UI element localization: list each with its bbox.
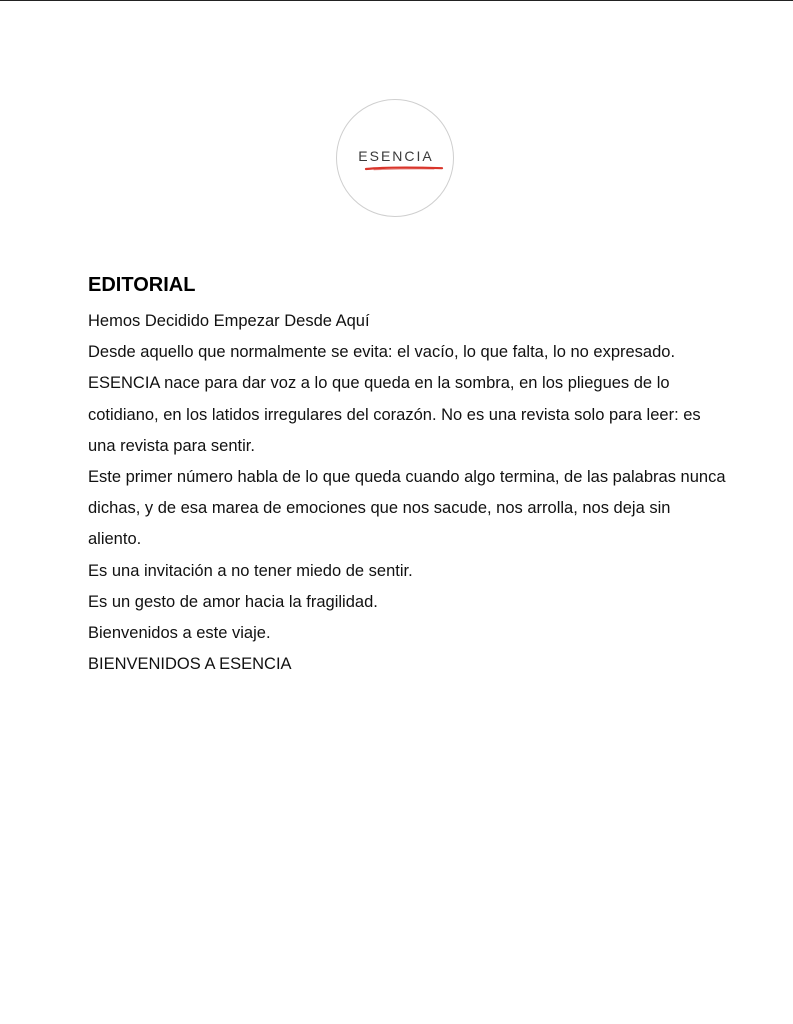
editorial-section <box>88 272 728 680</box>
editorial-paragraph: Este primer número habla de lo que queda cuando algo termina, de las palabras nunca dichas, y de esa marea de emociones que nos sacude, nos arrolla, nos deja sin aliento. <box>88 468 726 549</box>
esencia-logo <box>336 99 454 217</box>
editorial-heading: EDITORIAL <box>88 274 196 296</box>
editorial-closing: BIENVENIDOS A ESENCIA <box>88 655 292 674</box>
editorial-subtitle: Hemos Decidido Empezar Desde Aquí <box>88 312 370 330</box>
logo-brush-underline-icon <box>364 164 444 172</box>
editorial-paragraph: Es un gesto de amor hacia la fragilidad. <box>88 592 378 611</box>
editorial-paragraph: Bienvenidos a este viaje. <box>88 624 271 643</box>
editorial-paragraph: Desde aquello que normalmente se evita: el vacío, lo que falta, lo no expresado. <box>88 343 676 362</box>
editorial-paragraph: Es una invitación a no tener miedo de sentir. <box>88 561 413 580</box>
logo-text: ESENCIA <box>358 148 434 164</box>
editorial-paragraph: ESENCIA nace para dar voz a lo que queda en la sombra, en los pliegues de lo cotidiano, en los latidos irregulares del corazón. No es una revista solo para leer: es una revista para sentir. <box>88 374 701 455</box>
top-rule <box>0 0 793 1</box>
